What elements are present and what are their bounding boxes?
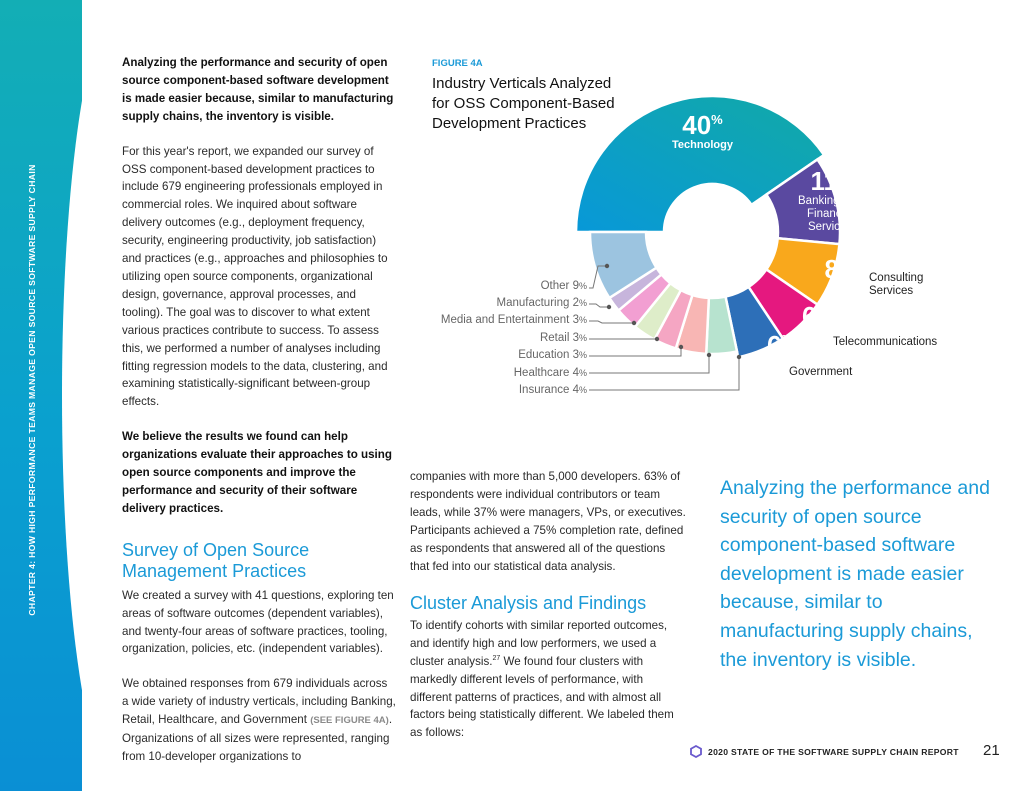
footer xyxy=(690,745,959,758)
label-education: Education 3% xyxy=(518,349,587,361)
pull-quote: Analyzing the performance and security of open source component-based software development is made easier because, similar to manufacturing supply chains, the inventory is visible. xyxy=(720,477,990,671)
label-telecom: Telecommunications xyxy=(833,336,938,348)
results-bold: We believe the results we found can help organizations evaluate their approaches to using open source components and improve the performance and security of their software delivery practices. xyxy=(122,430,392,515)
label-media: Media and Entertainment 3% xyxy=(440,314,587,326)
label-retail: Retail 3% xyxy=(539,332,587,344)
footnote-27[interactable]: 27 xyxy=(492,654,501,662)
label-other: Other 9% xyxy=(540,280,587,292)
survey-heading: Survey of Open Source Management Practices xyxy=(122,539,310,582)
cluster-text-a: To identify cohorts with similar reported outcomes, and identify high and low performers, we used a cluster analysis. xyxy=(410,618,668,668)
label-healthcare: Healthcare 4% xyxy=(513,367,587,379)
label-government-value: 6% xyxy=(766,330,794,360)
leader-line xyxy=(589,304,609,307)
label-government: Government xyxy=(789,366,853,378)
leader-dot xyxy=(607,305,611,309)
responses-text-a: We obtained responses from 679 individuals across a wide variety of industry verticals, including Banking, Retail, Healthcare, and Government xyxy=(122,677,396,727)
figure-reference[interactable]: (SEE FIGURE 4A) xyxy=(310,715,389,727)
label-manufacturing: Manufacturing 2% xyxy=(496,297,587,309)
leader-dot xyxy=(737,355,741,359)
leader-dot xyxy=(707,353,711,357)
cluster-text-b: We found four clusters with markedly different levels of performance, with different patterns of practices, and with almost all factors being statistically different. We labeled them as follows: xyxy=(410,654,674,740)
leader-line xyxy=(589,355,709,373)
leader-dot xyxy=(655,337,659,341)
survey-questions-paragraph: We created a survey with 41 questions, exploring ten areas of software outcomes (dependent variables), and twenty-four areas of software practices, tooling, organization, policies, etc. (independent variables). xyxy=(122,588,394,656)
label-banking: 11% Banking and Financial Services xyxy=(798,166,862,233)
companies-paragraph: companies with more than 5,000 developers. 63% of respondents were individual contributors or team leads, while 37% were managers, VPs, or executives. Participants achieved a 75% completion rate, defined as respondents that answered all of the questions that fed into our statistical data analysis. xyxy=(410,470,686,573)
figure-label: FIGURE 4A xyxy=(432,58,483,69)
intro-bold: Analyzing the performance and security of open source component-based software development is made easier because, similar to manufacturing supply chains, the inventory is visible. xyxy=(122,56,394,123)
page-number: 21 xyxy=(983,742,1000,759)
responses-text-b: . Organizations of all sizes were represented, ranging from 10-developer organizations to xyxy=(122,713,393,763)
survey-paragraph: For this year's report, we expanded our survey of OSS component-based development practices to include 679 engineering professionals employed in commercial roles. We inquired about software delivery outcomes (e.g., deployment frequency, security, engineering productivity, job satisfaction) and practices (e.g., approaches and philosophies to utilizing open source components, organizational design, governance, approval processes, and tooling). The goal was to discover to what extent various practices contribute to success. To assess this, we performed a number of analyses including fitting regression models to the data, clustering, and examining statistically-significant between-group effects. xyxy=(122,144,388,409)
leader-dot xyxy=(605,264,609,268)
leader-line xyxy=(589,347,681,356)
leader-dot xyxy=(632,321,636,325)
leader-dot xyxy=(679,345,683,349)
footer-report-title: 2020 STATE OF THE SOFTWARE SUPPLY CHAIN REPORT xyxy=(708,746,959,757)
label-telecom-value: 6% xyxy=(801,301,829,331)
hexagon-logo-icon xyxy=(690,745,702,758)
label-technology: 40% Technology xyxy=(672,110,733,151)
label-insurance: Insurance 4% xyxy=(518,384,587,396)
label-consulting-value: 8% xyxy=(824,254,851,284)
cluster-heading: Cluster Analysis and Findings xyxy=(410,593,647,614)
figure-title: Industry Verticals Analyzed for OSS Component-Based Development Practices xyxy=(432,75,615,132)
chapter-title: CHAPTER 4: HOW HIGH PERFORMANCE TEAMS MANAGE OPEN SOURCE SOFTWARE SUPPLY CHAIN xyxy=(27,164,37,616)
label-consulting: Consulting Services xyxy=(869,272,924,297)
